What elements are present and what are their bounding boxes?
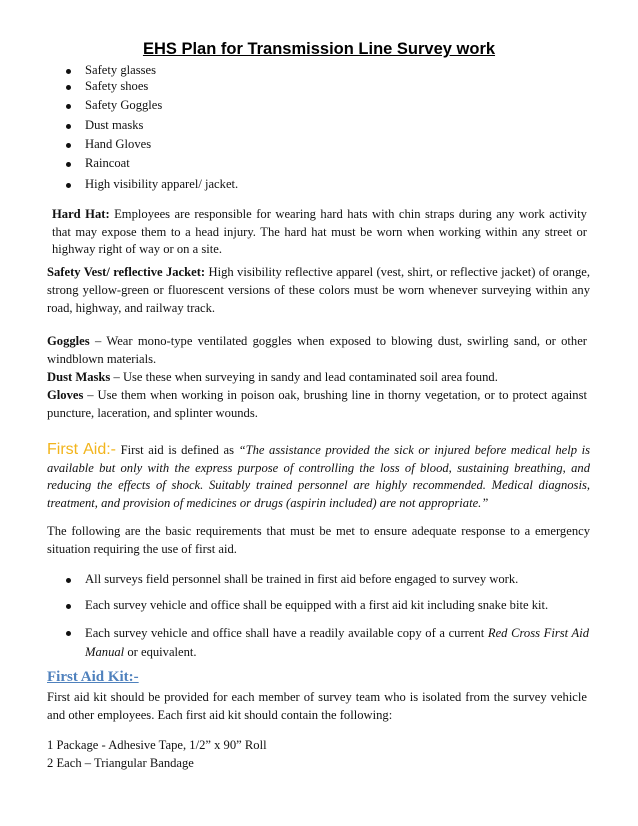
list-item: Safety glasses bbox=[85, 63, 156, 77]
list-item: High visibility apparel/ jacket. bbox=[85, 177, 239, 191]
kit-paragraph: First aid kit should be provided for each member of survey team who is isolated from the survey vehicle and other employees. Each first aid kit should contain the following: bbox=[47, 690, 587, 722]
gloves-label: Gloves bbox=[47, 388, 84, 402]
goggles-label: Goggles bbox=[47, 334, 90, 348]
list-item: Raincoat bbox=[85, 156, 130, 170]
gloves-text: – Use them when working in poison oak, brushing line in thorny vegetation, or to protect against puncture, laceration, and splinter wounds. bbox=[47, 388, 587, 420]
list-item: Dust masks bbox=[85, 118, 144, 132]
kit-item: 1 Package - Adhesive Tape, 1/2” x 90” Roll bbox=[47, 738, 267, 752]
hard-hat-text: Employees are responsible for wearing hard hats with chin straps during any work activity that may expose them to a head injury. The hard hat must be worn when working within any street or highway right of way or on a site. bbox=[52, 207, 587, 256]
safety-vest-paragraph bbox=[47, 263, 590, 317]
first-aid-definition: “The assistance provided the sick or injured before medical help is available but only with the express purpose of controlling the loss of blood, sustaining breathing, and reducing the effects of shock. Suitably trained personnel are highly recommended. Medical diagnosis, treatment, and provision of medicines or drugs (aspirin included) are not appropriate.” bbox=[47, 443, 591, 510]
red-cross-manual: Red Cross First Aid Manual bbox=[85, 626, 589, 659]
dust-masks-text: – Use these when surveying in sandy and lead contaminated soil area found. bbox=[110, 370, 498, 384]
list-item: Safety shoes bbox=[85, 79, 149, 93]
requirements-intro: The following are the basic requirements that must be met to ensure adequate response to a emergency situation requiring the use of first aid. bbox=[47, 524, 590, 556]
kit-item: 2 Each – Triangular Bandage bbox=[47, 756, 194, 770]
list-item: Hand Gloves bbox=[85, 137, 152, 151]
dust-masks-paragraph bbox=[47, 368, 590, 387]
gloves-paragraph bbox=[47, 386, 587, 422]
dust-masks-label: Dust Masks bbox=[47, 370, 111, 384]
page-title: EHS Plan for Transmission Line Survey work bbox=[142, 40, 496, 58]
goggles-paragraph bbox=[47, 332, 587, 368]
first-aid-heading: First Aid:- bbox=[47, 441, 116, 458]
safety-vest-label: Safety Vest/ reflective Jacket: bbox=[47, 265, 206, 279]
first-aid-kit-heading: First Aid Kit:- bbox=[47, 669, 139, 685]
list-item: All surveys field personnel shall be trained in first aid before engaged to survey work. bbox=[85, 572, 519, 586]
hard-hat-paragraph bbox=[52, 206, 587, 259]
list-item: Each survey vehicle and office shall be equipped with a first aid kit including snake bite kit. bbox=[85, 598, 549, 612]
first-aid-intro: First aid is defined as bbox=[116, 443, 239, 457]
list-item: Safety Goggles bbox=[85, 98, 163, 112]
goggles-text: – Wear mono-type ventilated goggles when exposed to blowing dust, swirling sand, or other windblown materials. bbox=[47, 334, 587, 366]
hard-hat-label: Hard Hat: bbox=[52, 207, 110, 221]
first-aid-paragraph bbox=[47, 441, 590, 512]
requirement-3 bbox=[85, 624, 589, 662]
requirement-3-suffix: or equivalent. bbox=[124, 645, 197, 659]
safety-vest-text: High visibility reflective apparel (vest, shirt, or reflective jacket) of orange, strong yellow-green or fluorescent versions of these colors must be worn whenever surveying within any road, highway, and railway track. bbox=[47, 265, 591, 315]
bullet-icon bbox=[66, 631, 71, 636]
requirement-3-prefix: Each survey vehicle and office shall have a readily available copy of a current bbox=[85, 626, 488, 640]
